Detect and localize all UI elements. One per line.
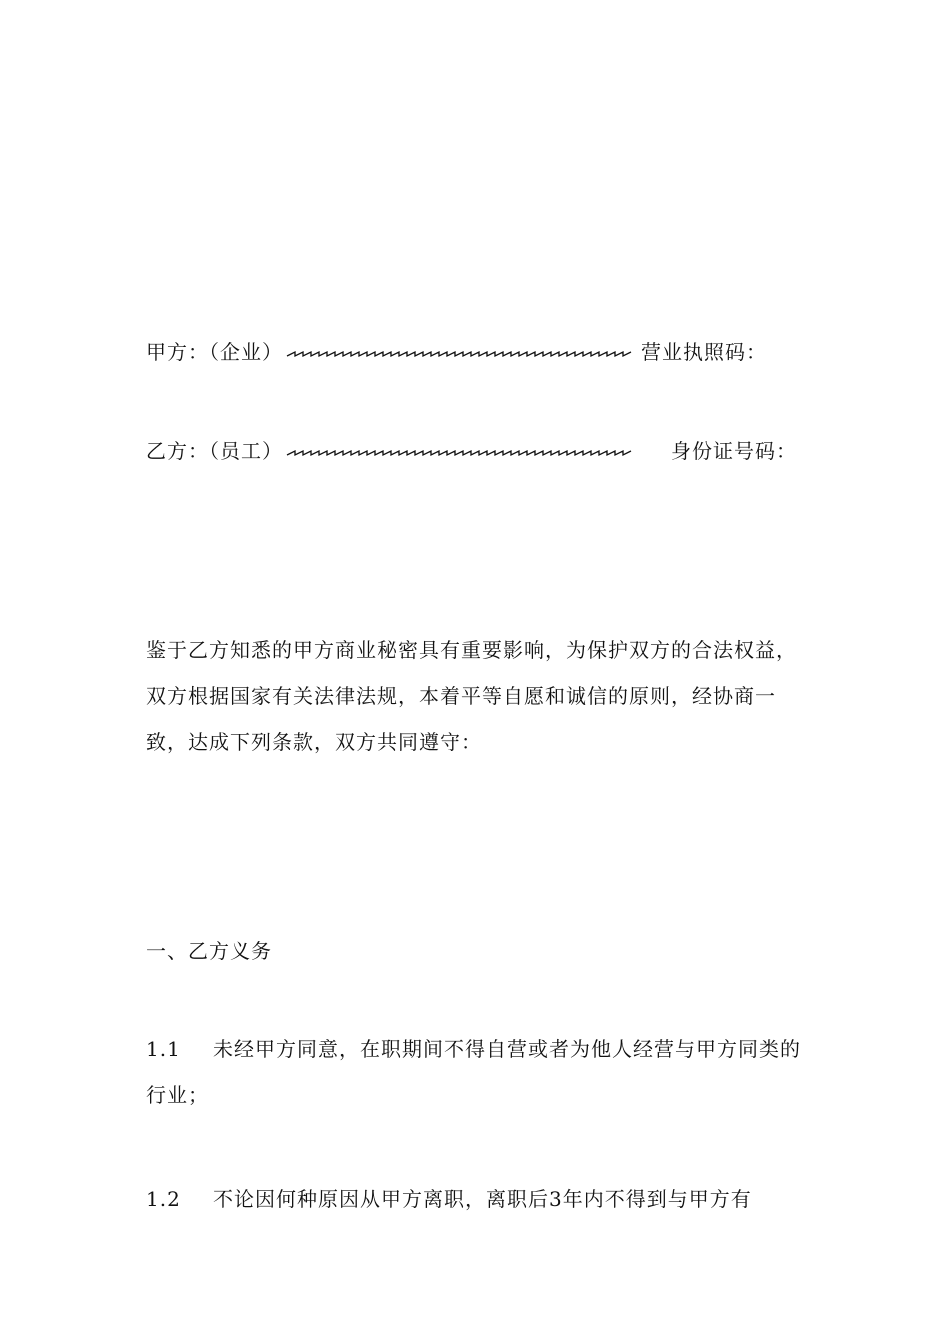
party-b-blank-squiggle xyxy=(285,447,635,459)
party-a-blank[interactable] xyxy=(285,348,635,360)
clause-text: 不论因何种原因从甲方离职，离职后3年内不得到与甲方有 xyxy=(213,1187,752,1211)
section-heading: 一、乙方义务 xyxy=(146,939,272,963)
clause-1-1 xyxy=(146,1026,811,1118)
clause-1-2 xyxy=(146,1176,811,1222)
clause-number: 1.2 xyxy=(146,1187,181,1211)
party-a-label: 甲方：（企业） xyxy=(146,340,283,364)
party-b-label: 乙方：（员工） xyxy=(146,439,283,463)
party-a-line xyxy=(146,338,767,366)
business-license-label: 营业执照码： xyxy=(641,340,767,364)
clause-number: 1.1 xyxy=(146,1037,181,1061)
party-a-blank-squiggle xyxy=(285,348,635,360)
id-number-label: 身份证号码： xyxy=(671,439,797,463)
party-b-blank[interactable] xyxy=(285,447,635,459)
preamble-paragraph: 鉴于乙方知悉的甲方商业秘密具有重要影响，为保护双方的合法权益，双方根据国家有关法律法规，本着平等自愿和诚信的原则，经协商一致，达成下列条款，双方共同遵守： xyxy=(146,638,797,754)
party-b-line xyxy=(146,437,797,465)
clause-text: 未经甲方同意，在职期间不得自营或者为他人经营与甲方同类的行业； xyxy=(146,1037,801,1107)
